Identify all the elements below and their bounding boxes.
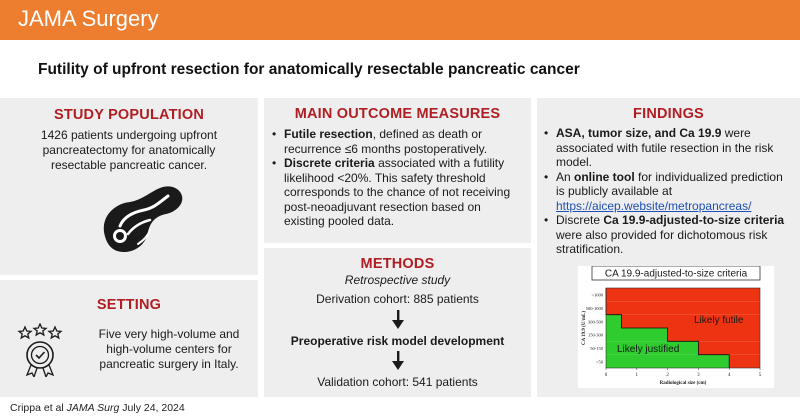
futile-region-label: Likely futile	[694, 315, 744, 326]
findings-heading: FINDINGS	[633, 106, 704, 122]
justified-region-label: Likely justified	[617, 344, 680, 355]
main-outcome-panel	[264, 98, 531, 243]
x-tick-label: 5	[758, 373, 762, 378]
title-bar	[0, 40, 800, 94]
finding-item-predictors: • ASA, tumor size, and Ca 19.9 were associated with futile resection in the risk model.	[544, 126, 794, 170]
outcome-item-futile: • Futile resection, defined as death or recurrence ≤6 months postoperatively.	[272, 127, 524, 156]
study-population-heading: STUDY POPULATION	[53, 107, 205, 123]
chart-title: CA 19.9-adjusted-to-size criteria	[604, 268, 748, 280]
futile-cell	[606, 301, 760, 314]
justified-cell	[606, 315, 621, 328]
findings-panel	[537, 98, 800, 397]
citation-authors: Crippa et al	[10, 402, 64, 414]
setting-heading: SETTING	[96, 297, 162, 313]
x-tick-label: 0	[604, 373, 608, 378]
outcome-item-criteria: • Discrete criteria associated with a futility likelihood <20%. This safety threshold corresponds to the chance of not receiving post-neoadjuvant resection based on existing pooled data.	[272, 156, 524, 229]
citation-journal: JAMA Surg	[66, 402, 120, 414]
x-axis-label: Radiological size (cm)	[659, 381, 707, 386]
derivation-cohort: Derivation cohort: 885 patients	[316, 292, 479, 306]
arrow-down-icon	[391, 310, 405, 330]
x-tick-label: 2	[666, 373, 669, 378]
y-axis-label: CA 19.9 (U/mL)	[582, 310, 587, 346]
study-population-panel	[0, 98, 258, 275]
arrow-down-icon	[391, 351, 405, 371]
pancreas-icon	[98, 182, 184, 256]
finding-item-criteria: • Discrete Ca 19.9-adjusted-to-size criteria were also provided for dichotomous risk stratification.	[544, 213, 794, 257]
online-tool-link[interactable]: https://aicep.website/metropancreas/	[556, 198, 752, 213]
risk-model-step: Preoperative risk model development	[290, 334, 505, 348]
main-outcome-heading: MAIN OUTCOME MEASURES	[294, 106, 501, 122]
y-tick-label: 300-500	[588, 319, 603, 325]
x-tick-label: 3	[697, 373, 700, 378]
x-tick-label: 4	[727, 373, 731, 378]
methods-subtitle: Retrospective study	[344, 273, 451, 287]
citation	[10, 402, 185, 414]
x-tick-label: 1	[635, 373, 639, 378]
justified-cell	[606, 328, 668, 341]
methods-heading: METHODS	[360, 256, 435, 272]
y-tick-label: 150-300	[588, 332, 603, 338]
chart-svg	[578, 266, 774, 388]
futile-cell	[606, 288, 760, 301]
finding-item-online-tool: • An online tool for individualized prediction is publicly available at https://aicep.website/metropancreas/	[544, 170, 794, 214]
y-tick-label: <50	[595, 359, 603, 365]
risk-criteria-chart	[578, 266, 774, 388]
outcome-list	[272, 127, 524, 229]
methods-panel	[264, 248, 531, 397]
y-tick-label: >1000	[591, 292, 603, 298]
setting-panel	[0, 280, 258, 397]
journal-header	[0, 0, 800, 40]
futile-cell	[668, 328, 760, 341]
award-badge-icon	[15, 323, 65, 377]
page-title: Futility of upfront resection for anatomically resectable pancreatic cancer	[38, 61, 580, 78]
setting-text: Five very high-volume and high-volume centers for pancreatic surgery in Italy.	[98, 327, 240, 371]
futile-cell	[698, 341, 760, 354]
y-tick-label: 500-1000	[585, 306, 603, 311]
justified-cell	[606, 355, 729, 368]
futile-cell	[729, 355, 760, 368]
study-population-text: 1426 patients undergoing upfront pancreatectomy for anatomically resectable pancreatic cancer.	[40, 128, 218, 172]
citation-date: July 24, 2024	[122, 402, 185, 414]
validation-cohort: Validation cohort: 541 patients	[317, 375, 478, 389]
findings-list	[544, 126, 794, 257]
y-tick-label: 50-150	[590, 346, 603, 351]
journal-brand: JAMA Surgery	[18, 6, 159, 31]
